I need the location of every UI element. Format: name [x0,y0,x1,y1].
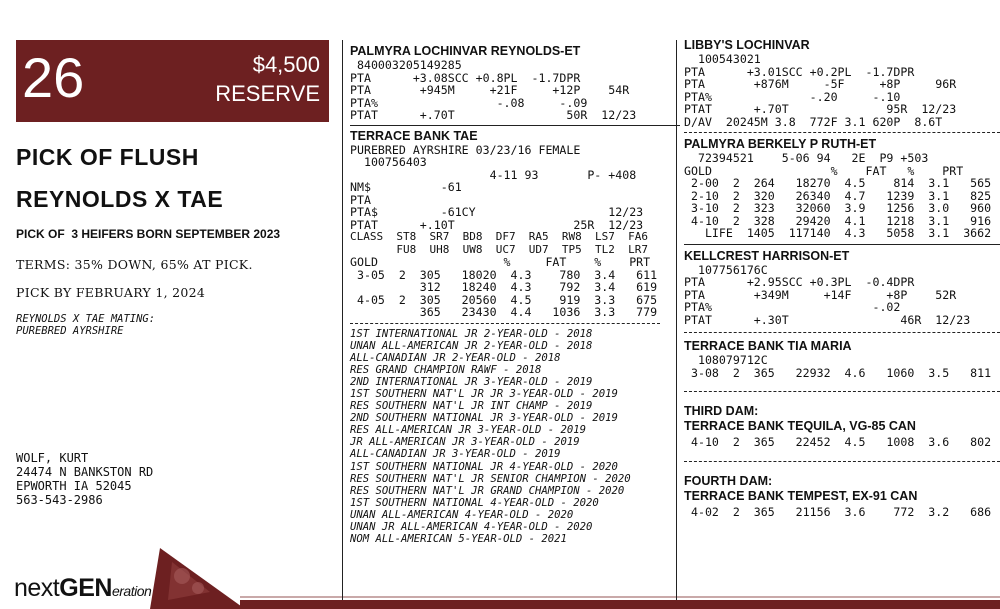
logo-part-c: eration [111,583,152,599]
award-line: RES SOUTHERN NAT'L JR SENIOR CHAMPION - 2020 [350,472,631,485]
bottom-accent-stripe [240,600,1000,609]
grandsire-line: PTA% -.20 -.10 [684,89,901,104]
award-line: UNAN ALL-AMERICAN JR 2-YEAR-OLD - 2018 [350,339,593,352]
maternal-granddam-record: 3-08 2 365 22932 4.6 1060 3.5 811 [684,365,992,380]
maternal-grandsire-line: PTA +349M +14F +8P 52R [684,287,957,302]
third-dam-label: THIRD DAM: [684,404,759,418]
paternal-grandsire-name: LIBBY'S LOCHINVAR [684,38,810,52]
dashed-divider [684,391,1000,392]
dam-record-header: GOLD % FAT % PRT [350,255,651,269]
maternal-grandsire-id: 107756176C [684,262,768,277]
granddam-record-row: 2-00 2 264 18270 4.5 814 3.1 565 [684,176,992,190]
granddam-record-row: 2-10 2 320 26340 4.7 1239 3.1 825 [684,188,992,203]
consignor-address: 24474 N BANKSTON RD [16,465,154,479]
dam-id: 100756403 [350,155,427,169]
third-dam-record: 4-10 2 365 22452 4.5 1008 3.6 802 [684,435,992,449]
lot-price: $4,500 [252,52,320,77]
maternal-grandsire-line: PTA +2.95SCC +0.3PL -0.4DPR [684,275,915,289]
dam-class-line: FU8 UH8 UW8 UC7 UD7 TP5 TL2 LR7 [350,242,649,256]
logo-part-a: next [14,574,60,602]
consignor-name: WOLF, KURT [16,451,89,465]
pedigree-right-column [684,38,1000,518]
sire-pta-line: PTA +945M +21F +12P 54R [350,83,630,97]
grandsire-id: 100543021 [684,52,761,66]
granddam-lifetime-row: LIFE 1405 117140 4.3 5058 3.1 3662 [684,226,992,240]
lot-title-line2: REYNOLDS X TAE [16,186,224,212]
lot-number: 26 [22,46,85,109]
mating-breed: PUREBRED AYRSHIRE [16,325,124,337]
award-line: RES SOUTHERN NAT'L JR INT CHAMP - 2019 [350,400,593,413]
award-line: 2ND SOUTHERN NATIONAL JR 3-YEAR-OLD - 2019 [350,412,618,425]
dam-record-row: 365 23430 4.4 1036 3.3 779 [350,305,658,319]
granddam-record-header: GOLD % FAT % PRT [684,163,964,178]
dam-line: 4-11 93 P- +408 [350,167,637,182]
dam-name: TERRACE BANK TAE [350,128,478,143]
lot-reserve-label: RESERVE [215,81,320,106]
dam-line: NM$ -61 [350,180,462,194]
divider [684,244,1000,245]
grandsire-line: PTAT +.70T 95R 12/23 [684,102,957,116]
dashed-divider [684,461,1000,462]
granddam-record-row: 3-10 2 323 32060 3.9 1256 3.0 960 [684,201,992,215]
dam-record-row: 4-05 2 305 20560 4.5 919 3.3 675 [350,292,658,307]
award-line: 1ST SOUTHERN NATIONAL JR 4-YEAR-OLD - 2020 [350,460,618,473]
award-line: UNAN ALL-AMERICAN 4-YEAR-OLD - 2020 [350,508,574,521]
award-line: 1ST SOUTHERN NATIONAL 4-YEAR-OLD - 2020 [350,496,599,509]
sale-terms: TERMS: 35% DOWN, 65% AT PICK. [16,257,253,272]
sire-pta-line: PTA% -.08 -.09 [350,95,588,110]
award-line: UNAN JR ALL-AMERICAN 4-YEAR-OLD - 2020 [350,521,593,533]
award-line: NOM ALL-AMERICAN 5-YEAR-OLD - 2021 [350,533,567,546]
nextgeneration-logo [14,574,151,603]
award-line: 1ST INTERNATIONAL JR 2-YEAR-OLD - 2018 [350,327,593,340]
dashed-divider [684,132,1000,133]
maternal-granddam-id: 108079712C [684,353,768,367]
maternal-granddam-name: TERRACE BANK TIA MARIA [684,339,852,353]
logo-emblem [150,548,245,609]
fourth-dam-name: TERRACE BANK TEMPEST, EX-91 CAN [684,488,918,503]
lot-title-line1: PICK OF FLUSH [16,144,199,170]
maternal-grandsire-line: PTA% -.02 [684,300,901,314]
dam-record-row: 3-05 2 305 18020 4.3 780 3.4 611 [350,267,658,282]
award-line: JR ALL-AMERICAN JR 3-YEAR-OLD - 2019 [350,436,580,449]
bottom-accent-line [240,596,1000,598]
divider [350,125,680,126]
consignor-phone: 563-543-2986 [16,493,103,507]
dam-class-line: CLASS ST8 SR7 BD8 DF7 RA5 RW8 LS7 FA6 [350,230,649,243]
column-divider-left [342,40,343,600]
sire-id: 840003205149285 [350,58,462,72]
third-dam-name: TERRACE BANK TEQUILA, VG-85 CAN [684,419,916,433]
grandsire-dav-line: D/AV 20245M 3.8 772F 3.1 620P 8.6T [684,114,943,129]
grandsire-line: PTA +3.01SCC +0.2PL -1.7DPR [684,64,915,79]
award-line: RES SOUTHERN NAT'L JR GRAND CHAMPION - 2020 [350,484,625,497]
sire-name: PALMYRA LOCHINVAR REYNOLDS-ET [350,44,581,58]
logo-part-b: GEN [59,574,112,602]
mating-note: REYNOLDS X TAE MATING: [16,313,156,325]
lot-subtitle: PICK OF 3 HEIFERS BORN SEPTEMBER 2023 [16,227,281,241]
dam-line: PUREBRED AYRSHIRE 03/23/16 FEMALE [350,142,581,157]
grandsire-line: PTA +876M -5F +8P 96R [684,77,957,91]
award-line: ALL-CANADIAN JR 3-YEAR-OLD - 2019 [350,448,561,461]
maternal-grandsire-line: PTAT +.30T 46R 12/23 [684,312,971,327]
award-line: ALL-CANADIAN JR 2-YEAR-OLD - 2018 [350,351,561,364]
dashed-divider [684,332,1000,333]
consignor-city: EPWORTH IA 52045 [16,479,132,493]
paternal-granddam-name: PALMYRA BERKELY P RUTH-ET [684,137,877,151]
granddam-line: 72394521 5-06 94 2E P9 +503 [684,151,929,165]
award-line: 1ST SOUTHERN NAT'L JR JR 3-YEAR-OLD - 2019 [350,387,618,400]
pedigree-middle-column [350,44,680,545]
pick-deadline: PICK BY FEBRUARY 1, 2024 [16,285,206,300]
dam-line: PTA [350,192,371,207]
award-line: RES GRAND CHAMPION RAWF - 2018 [350,363,542,376]
granddam-record-row: 4-10 2 328 29420 4.1 1218 3.1 916 [684,213,992,228]
lot-header-box [16,40,329,122]
dam-record-row: 312 18240 4.3 792 3.4 619 [350,280,658,294]
sire-ptat-line: PTAT +.70T 50R 12/23 [350,108,637,122]
award-line: 2ND INTERNATIONAL JR 3-YEAR-OLD - 2019 [350,375,593,388]
maternal-grandsire-name: KELLCREST HARRISON-ET [684,248,850,263]
fourth-dam-record: 4-02 2 365 21156 3.6 772 3.2 686 [684,504,992,519]
dashed-divider [350,323,660,324]
award-line: RES ALL-AMERICAN JR 3-YEAR-OLD - 2019 [350,424,586,437]
sire-pta-line: PTA +3.08SCC +0.8PL -1.7DPR [350,70,581,85]
fourth-dam-label: FOURTH DAM: [684,473,773,488]
dam-line: PTA$ -61CY 12/23 [350,205,644,219]
dam-line: PTAT +.10T 25R 12/23 [350,217,644,232]
